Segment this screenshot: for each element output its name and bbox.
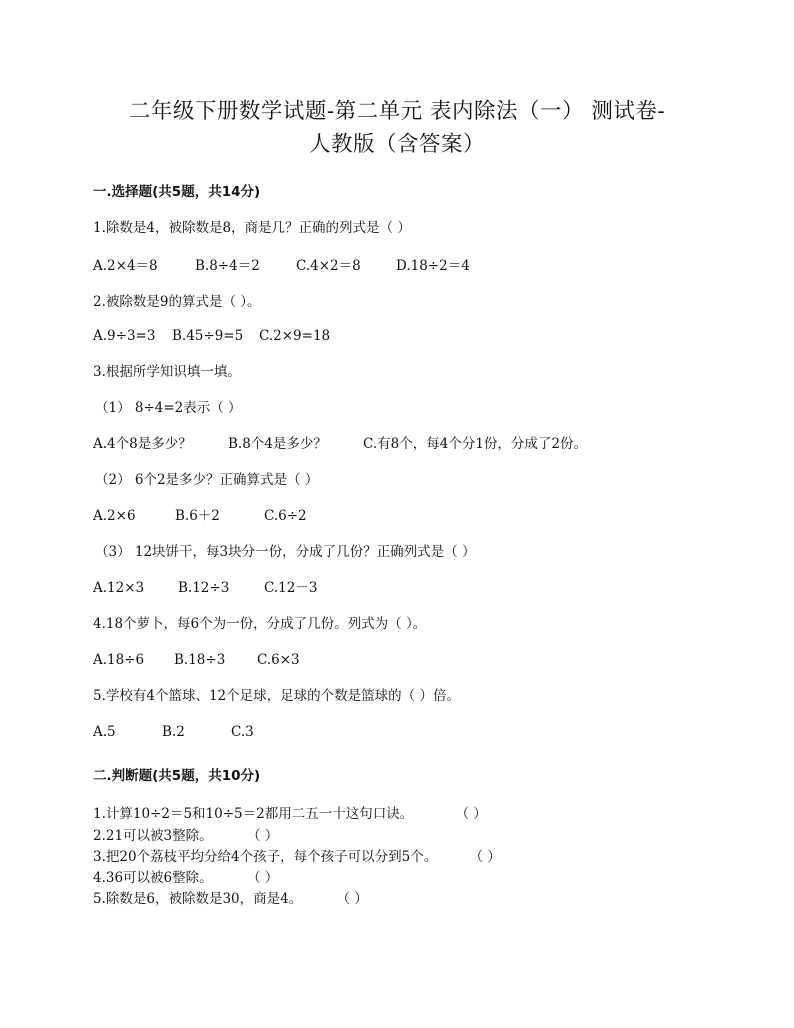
judge-item-paren: （ ） bbox=[246, 870, 279, 886]
q4-options bbox=[93, 650, 300, 670]
doc-title-line2: 人教版（含答案） bbox=[308, 132, 485, 157]
q4-text: 4.18个萝卜，每6个为一份，分成了几份。列式为（ ）。 bbox=[93, 616, 427, 632]
q3-sub3-options bbox=[93, 578, 317, 598]
q3-sub3-option-c: C.12－3 bbox=[264, 580, 318, 596]
judge-item-paren: （ ） bbox=[336, 891, 368, 907]
q3-sub2-option-c: C.6÷2 bbox=[264, 508, 307, 524]
q3-sub1-option-a: A.4个8是多少？ bbox=[93, 436, 192, 452]
q1-option-b: B.8÷4＝2 bbox=[195, 258, 260, 274]
q1-text: 1.除数是4，被除数是8，商是几？正确的列式是（ ） bbox=[93, 220, 411, 236]
q5-option-a: A.5 bbox=[93, 724, 116, 740]
judge-item-text: 2.21可以被3整除。 bbox=[93, 828, 213, 844]
q2-option-a: A.9÷3=3 bbox=[93, 328, 156, 344]
doc-title-line1: 二年级下册数学试题-第二单元 表内除法（一） 测试卷- bbox=[128, 99, 666, 124]
q3-sub2-option-a: A.2×6 bbox=[93, 508, 136, 524]
q3-sub3-option-b: B.12÷3 bbox=[178, 580, 230, 596]
judge-item-text: 5.除数是6，被除数是30，商是4。 bbox=[93, 891, 303, 907]
q3-sub3-option-a: A.12×3 bbox=[93, 580, 145, 596]
q2-option-c: C.2×9=18 bbox=[259, 328, 331, 344]
q5-option-c: C.3 bbox=[231, 724, 254, 740]
section1-heading: 一.选择题(共5题，共14分) bbox=[93, 184, 261, 200]
q1-option-d: D.18÷2＝4 bbox=[396, 258, 470, 274]
q4-option-b: B.18÷3 bbox=[174, 652, 226, 668]
q3-sub2-option-b: B.6＋2 bbox=[175, 508, 220, 524]
q1-options bbox=[93, 256, 470, 276]
q3-sub1-option-c: C.有8个，每4个分1份，分成了2份。 bbox=[363, 436, 587, 452]
q1-option-c: C.4×2＝8 bbox=[296, 258, 361, 274]
q5-option-b: B.2 bbox=[162, 724, 185, 740]
q1-option-a: A.2×4＝8 bbox=[93, 258, 158, 274]
q3-sub1-options bbox=[93, 434, 587, 454]
judge-item bbox=[93, 804, 487, 824]
q2-option-b: B.45÷9=5 bbox=[172, 328, 244, 344]
judge-item-paren: （ ） bbox=[455, 806, 487, 822]
section2-heading: 二.判断题(共5题，共10分) bbox=[93, 768, 261, 784]
q4-option-a: A.18÷6 bbox=[93, 652, 145, 668]
q3-sub2-text: （2） 6个2是多少？正确算式是（ ） bbox=[95, 472, 319, 488]
judge-item bbox=[93, 868, 278, 888]
q2-text: 2.被除数是9的算式是（ ）。 bbox=[93, 294, 261, 310]
judge-item-text: 1.计算10÷2＝5和10÷5＝2都用二五一十这句口诀。 bbox=[93, 806, 414, 822]
q3-sub1-text: （1） 8÷4=2表示（ ） bbox=[95, 400, 242, 416]
q4-option-c: C.6×3 bbox=[257, 652, 300, 668]
q3-sub1-option-b: B.8个4是多少？ bbox=[228, 436, 327, 452]
judge-item bbox=[93, 889, 368, 909]
judge-item-paren: （ ） bbox=[246, 828, 279, 844]
q3-text: 3.根据所学知识填一填。 bbox=[93, 364, 241, 380]
judge-item-text: 4.36可以被6整除。 bbox=[93, 870, 213, 886]
judge-item-text: 3.把20个荔枝平均分给4个孩子，每个孩子可以分到5个。 bbox=[93, 849, 438, 865]
judge-item-paren: （ ） bbox=[469, 849, 501, 865]
q5-text: 5.学校有4个篮球、12个足球，足球的个数是篮球的（ ）倍。 bbox=[93, 688, 460, 704]
q3-sub3-text: （3） 12块饼干，每3块分一份，分成了几份？正确列式是（ ） bbox=[95, 544, 476, 560]
judge-item bbox=[93, 847, 501, 867]
q3-sub2-options bbox=[93, 506, 307, 526]
q2-options bbox=[93, 326, 330, 346]
q5-options bbox=[93, 722, 254, 742]
judge-item bbox=[93, 826, 278, 846]
